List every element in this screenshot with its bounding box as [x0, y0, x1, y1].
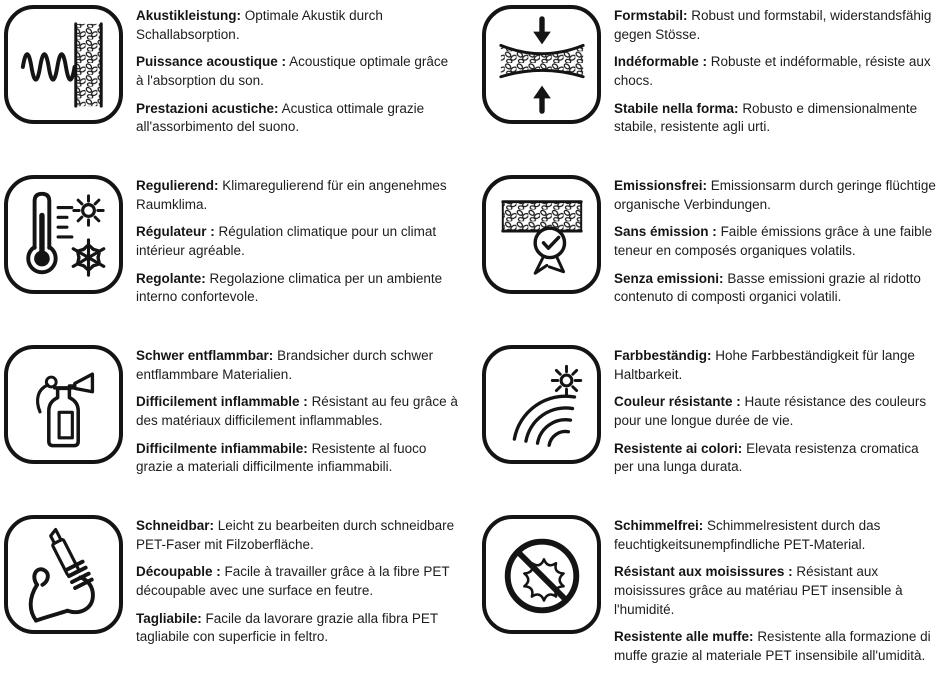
feature-texts [614, 515, 936, 674]
feature-text-it [136, 270, 458, 307]
feature-item-acoustic [4, 5, 458, 175]
thermometer-sun-snowflake-icon [15, 186, 113, 284]
feature-lead: Farbbeständig: [614, 348, 712, 363]
icon-tile [4, 175, 123, 294]
feature-item-colorfast [482, 345, 936, 515]
feature-lead: Régulateur : [136, 224, 215, 240]
feature-texts [136, 515, 458, 656]
feature-body: Resistente al fuoco grazie a materiali difficilmente infiammabili. [136, 440, 427, 475]
feature-body: Résistant au feu grâce à des matériaux difficilement inflammables. [136, 394, 458, 428]
feature-text-it [614, 270, 936, 307]
feature-text-de [614, 517, 936, 554]
feature-text-it [614, 440, 936, 477]
feature-text-fr [614, 393, 936, 430]
feature-lead: Schwer entflammbar: [136, 348, 274, 363]
feature-lead: Résistant aux moisissures : [614, 564, 793, 580]
feature-lead: Regolante: [136, 270, 206, 286]
feature-lead: Indéformable : [614, 54, 708, 70]
icon-tile [482, 175, 601, 294]
feature-text-de [614, 347, 936, 384]
icon-tile [482, 5, 601, 124]
feature-lead: Sans émission : [614, 224, 717, 240]
feature-body: Brandsicher durch schwer entflammbare Materialien. [136, 348, 434, 382]
icon-tile [4, 5, 123, 124]
feature-body: Emissionsarm durch geringe flüchtige organische Verbindungen. [614, 178, 936, 212]
feature-lead: Découpable : [136, 564, 221, 580]
icon-tile [4, 515, 123, 634]
feature-text-it [136, 100, 458, 137]
feature-body: Elevata resistenza cromatica per una lunga durata. [614, 440, 919, 475]
icon-tile [482, 515, 601, 634]
feature-lead: Schneidbar: [136, 518, 215, 533]
feature-text-fr [136, 393, 458, 430]
feature-lead: Stabile nella forma: [614, 100, 739, 116]
fire-extinguisher-icon [15, 356, 113, 454]
feature-body: Acustica ottimale grazie all'assorbimento del suono. [136, 100, 425, 135]
feature-text-de [614, 7, 936, 44]
feature-item-flame-retardant [4, 345, 458, 515]
feature-lead: Prestazioni acustiche: [136, 100, 279, 116]
feature-text-de [136, 347, 458, 384]
feature-lead: Emissionsfrei: [614, 178, 708, 193]
feature-lead: Difficilmente infiammabile: [136, 440, 308, 456]
feature-text-it [614, 100, 936, 137]
feature-body: Résistant aux moisissures grâce au matériau PET insensible à l'humidité. [614, 564, 903, 617]
feature-body: Faible émissions grâce à une faible teneur en composés organiques volatils. [614, 224, 933, 258]
feature-body: Hohe Farbbeständigkeit für lange Haltbarkeit. [614, 348, 915, 382]
feature-texts [614, 5, 936, 146]
feature-text-it [136, 610, 458, 647]
feature-text-de [136, 517, 458, 554]
feature-body: Robusto e dimensionalmente stabile, resistente agli urti. [614, 100, 918, 135]
feature-body: Robuste et indéformable, résiste aux chocs. [614, 54, 931, 88]
icon-tile [482, 345, 601, 464]
feature-body: Leicht zu bearbeiten durch schneidbare PET-Faser mit Filzoberfläche. [136, 518, 455, 552]
feature-lead: Couleur résistante : [614, 394, 741, 410]
feature-text-fr [614, 563, 936, 619]
feature-text-fr [136, 53, 458, 90]
feature-text-de [136, 7, 458, 44]
feature-lead: Difficilement inflammable : [136, 394, 308, 410]
feature-lead: Tagliabile: [136, 610, 202, 626]
icon-tile [4, 345, 123, 464]
feature-text-it [136, 440, 458, 477]
certified-panel-icon [493, 186, 591, 284]
feature-texts [136, 345, 458, 486]
feature-lead: Formstabil: [614, 8, 688, 23]
no-mold-icon [493, 526, 591, 624]
feature-lead: Senza emissioni: [614, 270, 724, 286]
feature-body: Facile à travailler grâce à la fibre PET découpable avec une surface en feutre. [136, 564, 450, 598]
hand-cutter-icon [15, 526, 113, 624]
feature-text-it [614, 628, 936, 665]
feature-item-emission-free [482, 175, 936, 345]
feature-texts [136, 5, 458, 146]
feature-text-fr [136, 563, 458, 600]
feature-text-fr [136, 223, 458, 260]
feature-item-mold-free [482, 515, 936, 685]
rainbow-sun-icon [493, 356, 591, 454]
feature-lead: Schimmelfrei: [614, 518, 704, 533]
feature-body: Klimaregulierend für ein angenehmes Raumklima. [136, 178, 447, 212]
feature-body: Schimmelresistent durch das feuchtigkeitsunempfindliche PET-Material. [614, 518, 881, 552]
compression-resistance-icon [493, 16, 591, 114]
feature-text-de [136, 177, 458, 214]
feature-lead: Regulierend: [136, 178, 219, 193]
feature-text-fr [614, 53, 936, 90]
feature-body: Basse emissioni grazie al ridotto contenuto di composti organici volatili. [614, 270, 921, 305]
feature-body: Resistente alla formazione di muffe grazie al materiale PET insensibile all'umidità. [614, 629, 931, 663]
feature-lead: Resistente alle muffe: [614, 629, 754, 645]
feature-body: Optimale Akustik durch Schallabsorption. [136, 8, 383, 42]
feature-body: Facile da lavorare grazie alla fibra PET tagliabile con superficie in feltro. [136, 610, 438, 645]
feature-body: Robust und formstabil, widerstandsfähig gegen Stösse. [614, 8, 932, 42]
feature-body: Acoustique optimale grâce à l'absorption du son. [136, 54, 449, 88]
feature-item-form-stability [482, 5, 936, 175]
feature-texts [136, 175, 458, 316]
feature-lead: Akustikleistung: [136, 8, 242, 23]
feature-lead: Resistente ai colori: [614, 440, 743, 456]
feature-texts [614, 175, 936, 316]
feature-item-climate [4, 175, 458, 345]
feature-body: Regolazione climatica per un ambiente interno confortevole. [136, 270, 443, 305]
feature-text-de [614, 177, 936, 214]
feature-item-cuttable [4, 515, 458, 685]
feature-body: Haute résistance des couleurs pour une longue durée de vie. [614, 394, 927, 428]
feature-texts [614, 345, 936, 486]
feature-text-fr [614, 223, 936, 260]
feature-lead: Puissance acoustique : [136, 54, 287, 70]
sound-absorption-icon [15, 16, 113, 114]
feature-body: Régulation climatique pour un climat intérieur agréable. [136, 224, 437, 258]
